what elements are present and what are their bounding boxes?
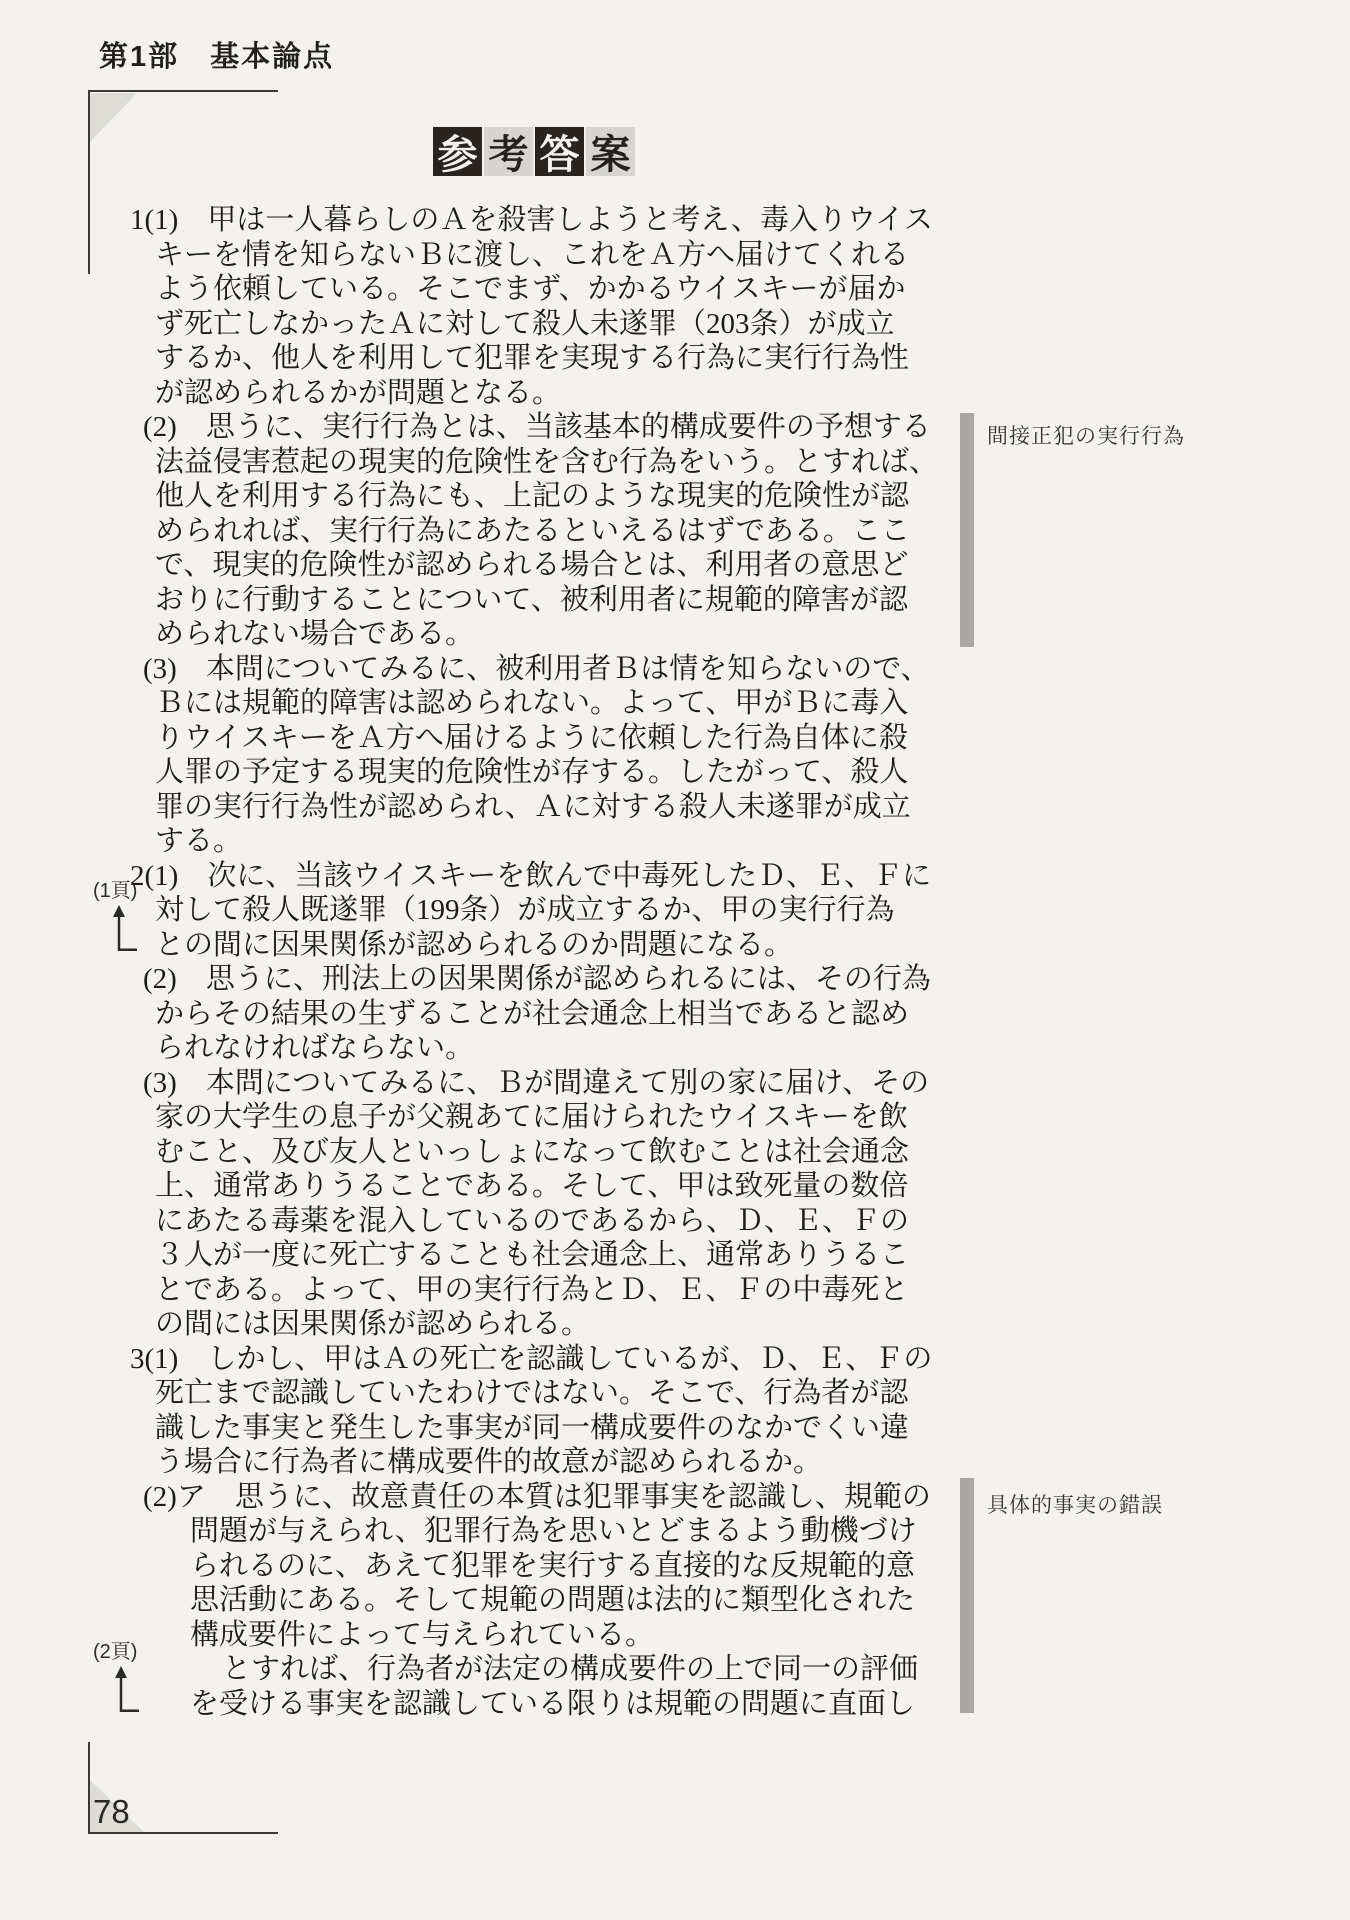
answer-line: (3) 本問についてみるに、被利用者Ｂは情を知らないので、 xyxy=(143,652,930,685)
answer-line: Ｂには規範的障害は認められない。よって、甲がＢに毒入 xyxy=(155,687,909,719)
answer-line: 3(1) しかし、甲はＡの死亡を認識しているが、Ｄ、Ｅ、Ｆの xyxy=(130,1342,933,1375)
answer-line: キーを情を知らないＢに渡し、これをＡ方へ届けてくれる xyxy=(155,238,910,271)
answer-line: められれば、実行行為にあたるといえるはずである。ここ xyxy=(155,514,910,547)
answer-line: 法益侵害惹起の現実的危険性を含む行為をいう。とすれば、 xyxy=(155,445,939,478)
left-border-bottom xyxy=(88,1742,90,1834)
title-char-box: 参 xyxy=(433,127,482,176)
answer-line: う場合に行為者に構成要件的故意が認められるか。 xyxy=(155,1446,823,1478)
answer-line: 他人を利用する行為にも、上記のような現実的危険性が認 xyxy=(155,480,910,512)
answer-line: 問題が与えられ、犯罪行為を思いとどまるよう動機づけ xyxy=(190,1515,917,1547)
answer-line: (2)ア 思うに、故意責任の本質は犯罪事実を認識し、規範の xyxy=(143,1480,931,1513)
reference-answer-title xyxy=(433,127,635,176)
title-char-box: 答 xyxy=(535,127,584,176)
answer-line: 対して殺人既遂罪（199条）が成立するか、甲の実行行為 xyxy=(155,894,895,926)
part-header: 第1部 基本論点 xyxy=(99,41,335,73)
answer-line: よう依頼している。そこでまず、かかるウイスキーが届か xyxy=(155,273,906,305)
title-char-box: 案 xyxy=(586,127,635,176)
answer-line: おりに行動することについて、被利用者に規範的障害が認 xyxy=(155,583,908,616)
page-break-arrow-icon xyxy=(112,905,138,955)
answer-line: 1(1) 甲は一人暮らしのＡを殺害しようと考え、毒入りウイス xyxy=(130,204,933,236)
answer-line: りウイスキーをＡ方へ届けるように依頼した行為自体に殺 xyxy=(155,721,908,754)
answer-line: からその結果の生ずることが社会通念上相当であると認め xyxy=(155,997,910,1030)
answer-line: 死亡まで認識していたわけではない。そこで、行為者が認 xyxy=(155,1377,909,1409)
answer-line: するか、他人を利用して犯罪を実現する行為に実行行為性 xyxy=(155,342,910,374)
answer-line: ３人が一度に死亡することも社会通念上、通常ありうるこ xyxy=(155,1239,910,1271)
answer-line: を受ける事実を認識している限りは規範の問題に直面し xyxy=(190,1687,916,1720)
answer-line: ず死亡しなかったＡに対して殺人未遂罪（203条）が成立 xyxy=(155,307,895,340)
answer-line: められない場合である。 xyxy=(155,618,475,650)
margin-note: 具体的事実の錯誤 xyxy=(987,1494,1163,1517)
answer-line: 人罪の予定する現実的危険性が存する。したがって、殺人 xyxy=(155,756,909,788)
page-break-arrow-icon xyxy=(114,1666,140,1716)
margin-topic-bar xyxy=(960,413,974,647)
answer-line: とである。よって、甲の実行行為とＤ、Ｅ、Ｆの中毒死と xyxy=(155,1273,909,1306)
answer-line: との間に因果関係が認められるのか問題になる。 xyxy=(155,928,794,961)
answer-line: 2(1) 次に、当該ウイスキーを飲んで中毒死したＤ、Ｅ、Ｆに xyxy=(130,859,932,892)
answer-line: (2) 思うに、実行行為とは、当該基本的構成要件の予想する xyxy=(143,411,931,443)
answer-line: (3) 本問についてみるに、Ｂが間違えて別の家に届け、その xyxy=(143,1066,930,1099)
answer-line: の間には因果関係が認められる。 xyxy=(155,1308,591,1340)
answer-line: られなければならない。 xyxy=(155,1032,475,1064)
answer-line: 思活動にある。そして規範の問題は法的に類型化された xyxy=(190,1584,916,1616)
answer-line: られるのに、あえて犯罪を実行する直接的な反規範的意 xyxy=(190,1549,916,1582)
bottom-rule xyxy=(88,1832,278,1834)
answer-line: とすれば、行為者が法定の構成要件の上で同一の評価 xyxy=(222,1653,919,1685)
answer-line: (2) 思うに、刑法上の因果関係が認められるには、その行為 xyxy=(143,963,931,995)
header-underline xyxy=(88,90,278,92)
answer-line: にあたる毒薬を混入しているのであるから、Ｄ、Ｅ、Ｆの xyxy=(155,1204,910,1237)
margin-note: 間接正犯の実行行為 xyxy=(987,425,1185,448)
answer-line: 家の大学生の息子が父親あてに届けられたウイスキーを飲 xyxy=(155,1101,908,1133)
title-char-box: 考 xyxy=(484,127,533,176)
answer-line: 構成要件によって与えられている。 xyxy=(190,1618,655,1651)
answer-line: むこと、及び友人といっしょになって飲むことは社会通念 xyxy=(155,1135,910,1168)
answer-line: 上、通常ありうることである。そして、甲は致死量の数倍 xyxy=(155,1170,909,1202)
page-break-marker: (1頁) xyxy=(93,880,138,902)
answer-line: 罪の実行行為性が認められ、Ａに対する殺人未遂罪が成立 xyxy=(155,790,911,823)
answer-line: する。 xyxy=(155,825,243,857)
answer-line: 識した事実と発生した事実が同一構成要件のなかでくい違 xyxy=(155,1411,910,1444)
page-number: 78 xyxy=(93,1793,130,1830)
page-break-marker: (2頁) xyxy=(93,1641,138,1663)
answer-line: が認められるかが問題となる。 xyxy=(155,376,562,409)
margin-topic-bar xyxy=(960,1478,974,1713)
answer-line: で、現実的危険性が認められる場合とは、利用者の意思ど xyxy=(155,549,909,581)
corner-triangle-top xyxy=(90,93,137,142)
